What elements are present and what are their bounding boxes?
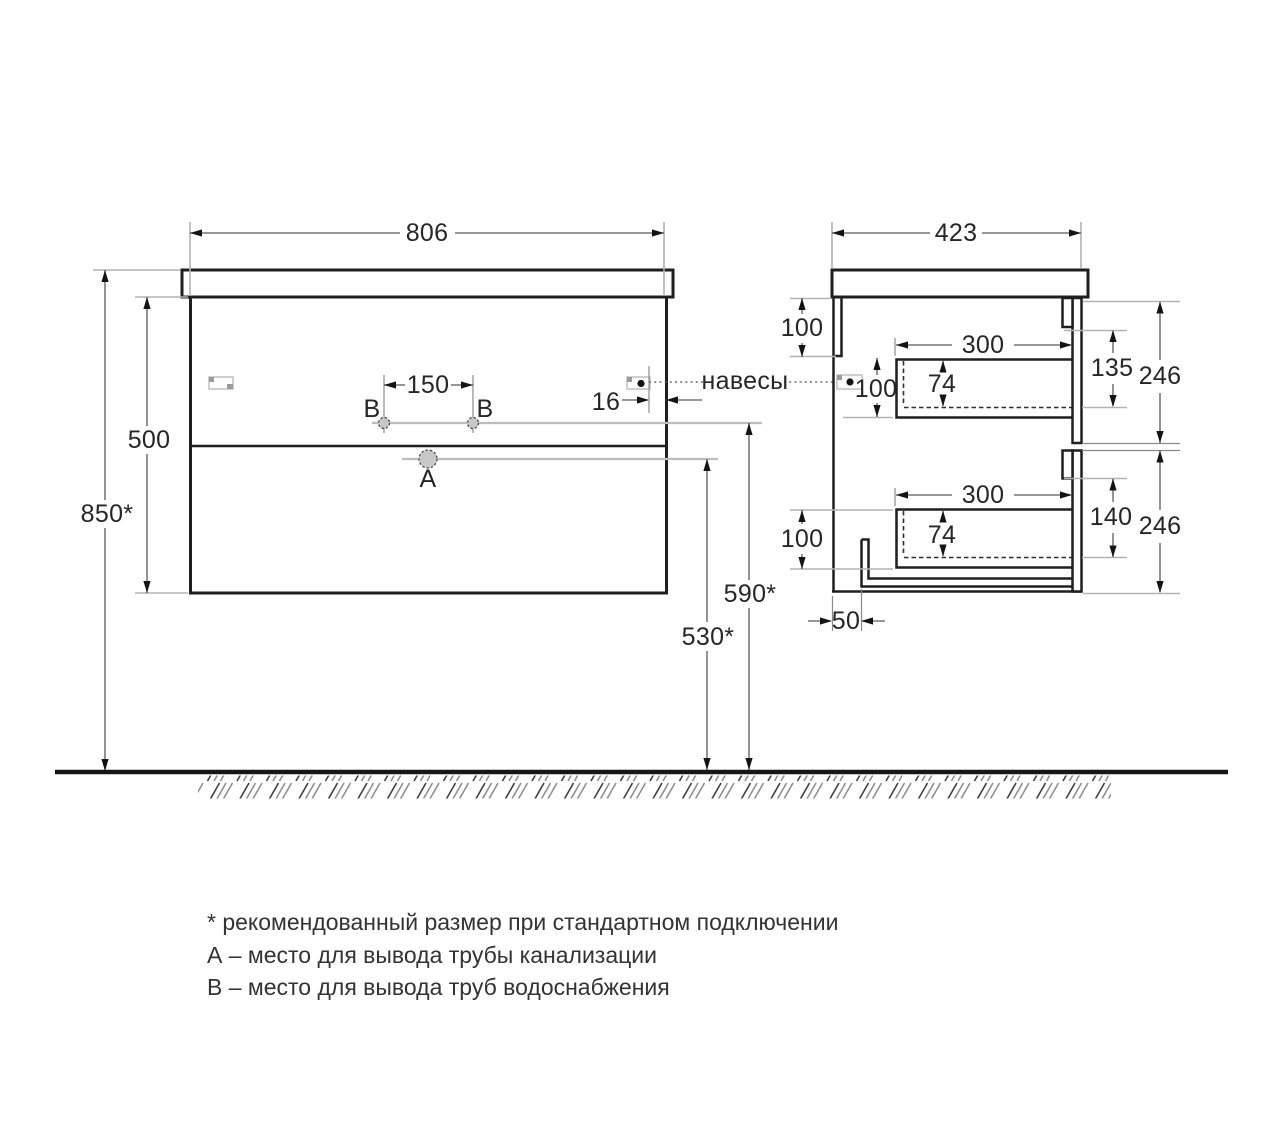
dim-upper-drawer-width <box>895 331 1072 359</box>
front-countertop <box>182 270 673 297</box>
dim-label-upper-246: 246 <box>1138 362 1182 390</box>
siphon-cutout-profile <box>862 540 1073 587</box>
side-hanger-rail <box>835 297 842 356</box>
dim-label-rail-100: 100 <box>780 314 824 342</box>
dim-label-lower-74: 74 <box>927 521 957 549</box>
hanger-bracket-right-icon <box>627 377 650 389</box>
dim-label-bottom-100: 100 <box>780 525 824 553</box>
upper-drawer-front <box>1073 298 1082 443</box>
dim-front-total-height <box>81 270 180 772</box>
dim-label-150: 150 <box>406 371 450 399</box>
dim-label-135: 135 <box>1090 354 1134 382</box>
dim-label-850: 850* <box>80 500 134 528</box>
hole-b-right-label: В <box>476 395 494 423</box>
upper-handle-profile <box>1063 298 1073 327</box>
dim-label-upper-74: 74 <box>927 370 957 398</box>
dim-drain-outlet-height <box>682 459 735 770</box>
dim-front-body-height <box>128 297 188 593</box>
side-view <box>832 270 1180 592</box>
hangers-callout <box>649 367 836 395</box>
dim-label-16: 16 <box>591 388 621 416</box>
upper-drawer-box <box>897 360 1074 418</box>
footnote-b: В – место для вывода труб водоснабжения <box>207 974 670 1000</box>
dim-back-offset <box>808 589 885 635</box>
lower-drawer-front <box>1073 451 1082 592</box>
footnote-a: А – место для вывода трубы канализации <box>207 941 658 968</box>
dim-side-depth <box>832 219 1081 268</box>
lower-handle-profile <box>1063 451 1073 479</box>
dim-upper-drawer-depth <box>928 361 956 407</box>
lower-drawer-box <box>897 510 1074 568</box>
dim-label-upper-300: 300 <box>961 331 1005 359</box>
hole-a-label: А <box>419 465 437 493</box>
dim-label-hanger-100: 100 <box>854 375 898 403</box>
dim-water-outlet-height <box>724 423 777 770</box>
dim-label-500: 500 <box>127 426 171 454</box>
dim-label-423: 423 <box>934 219 978 247</box>
footnote-asterisk: * рекомендованный размер при стандартном подключении <box>207 909 839 935</box>
hole-b-left-label: В <box>363 395 381 423</box>
floor <box>55 772 1228 799</box>
side-countertop <box>832 270 1088 297</box>
dim-lower-drawer-depth <box>928 511 956 557</box>
dim-label-lower-300: 300 <box>961 481 1005 509</box>
dim-bottom-clearance <box>781 510 893 569</box>
dim-label-lower-246: 246 <box>1138 512 1182 540</box>
front-view <box>182 270 762 593</box>
hangers-callout-label: навесы <box>701 367 789 395</box>
dim-rail-height <box>781 298 836 357</box>
footnotes <box>207 906 838 1004</box>
dim-label-590: 590* <box>723 580 777 608</box>
dim-label-806: 806 <box>405 219 449 247</box>
dim-label-50: 50 <box>831 607 861 635</box>
hanger-bracket-left-icon <box>209 377 233 389</box>
dim-label-140: 140 <box>1089 503 1133 531</box>
floor-hatching <box>198 776 1111 799</box>
dim-label-530: 530* <box>681 623 735 651</box>
dim-lower-drawer-width <box>895 481 1072 509</box>
